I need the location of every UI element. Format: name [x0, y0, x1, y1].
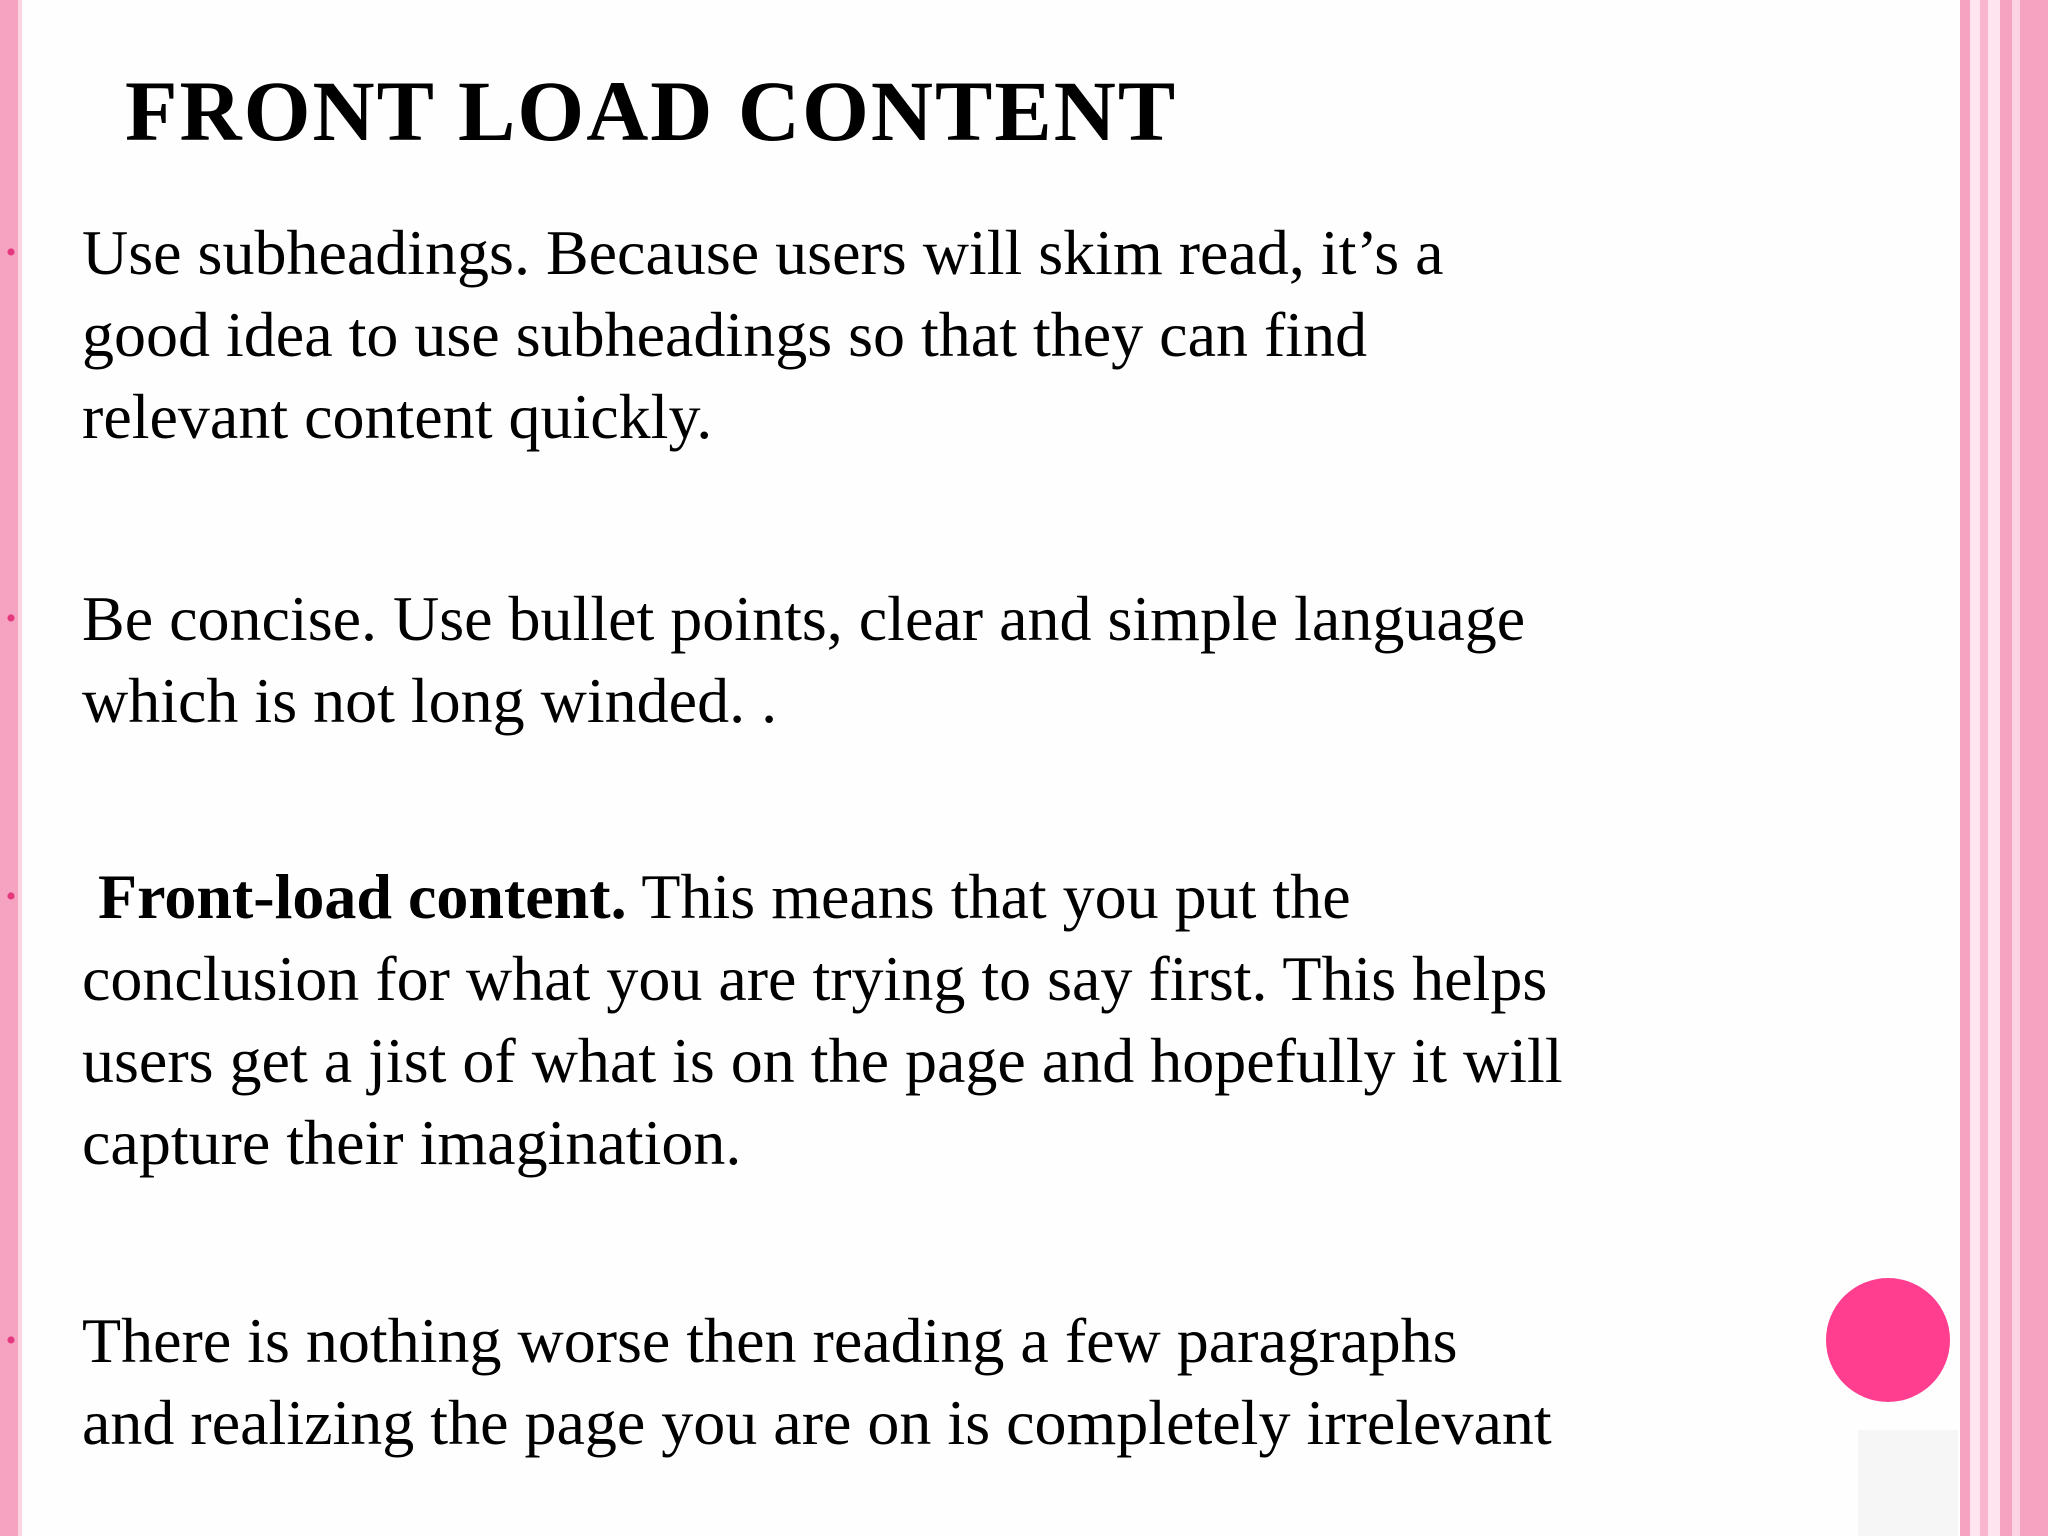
bullet-bold-lead: Front-load content. [82, 861, 627, 932]
decorative-circle [1826, 1278, 1950, 1402]
bullet-dot-icon: • [5, 1324, 17, 1357]
bullet-line: There is nothing worse then reading a few paragraphs [82, 1305, 1458, 1376]
corner-decoration [1858, 1430, 1958, 1536]
bullet-text [82, 212, 1932, 458]
bullet-text [82, 1300, 1932, 1464]
bullet-line: and realizing the page you are on is completely irrelevant [82, 1387, 1552, 1458]
bullet-line [82, 856, 1932, 938]
right-stripe-decoration [1988, 0, 2000, 1536]
right-stripe-decoration [1980, 0, 1988, 1536]
bullet-dot-icon: • [5, 602, 17, 635]
bullet-dot-icon: • [5, 880, 17, 913]
bullet-text [82, 578, 1932, 742]
bullet-line: users get a jist of what is on the page and hopefully it will [82, 1025, 1563, 1096]
bullet-line: relevant content quickly. [82, 381, 713, 452]
bullet-line-rest: This means that you put the [626, 861, 1351, 932]
bullet-text [82, 856, 1932, 1184]
bullet-dot-icon: • [5, 236, 17, 269]
bullet-line: conclusion for what you are trying to say first. This helps [82, 943, 1548, 1014]
bullet-line: Be concise. Use bullet points, clear and simple language [82, 583, 1526, 654]
right-stripe-decoration [1970, 0, 1980, 1536]
bullet-line: capture their imagination. [82, 1107, 742, 1178]
bullet-line: Use subheadings. Because users will skim read, it’s a [82, 217, 1444, 288]
slide-title: FRONT LOAD CONTENT [125, 63, 1178, 159]
bullet-line: which is not long winded. . [82, 665, 778, 736]
right-stripe-decoration [1960, 0, 1970, 1536]
right-stripe-decoration [2012, 0, 2020, 1536]
right-stripe-decoration [2000, 0, 2012, 1536]
bullet-line: good idea to use subheadings so that they can find [82, 299, 1368, 370]
right-stripe-decoration [2020, 0, 2048, 1536]
